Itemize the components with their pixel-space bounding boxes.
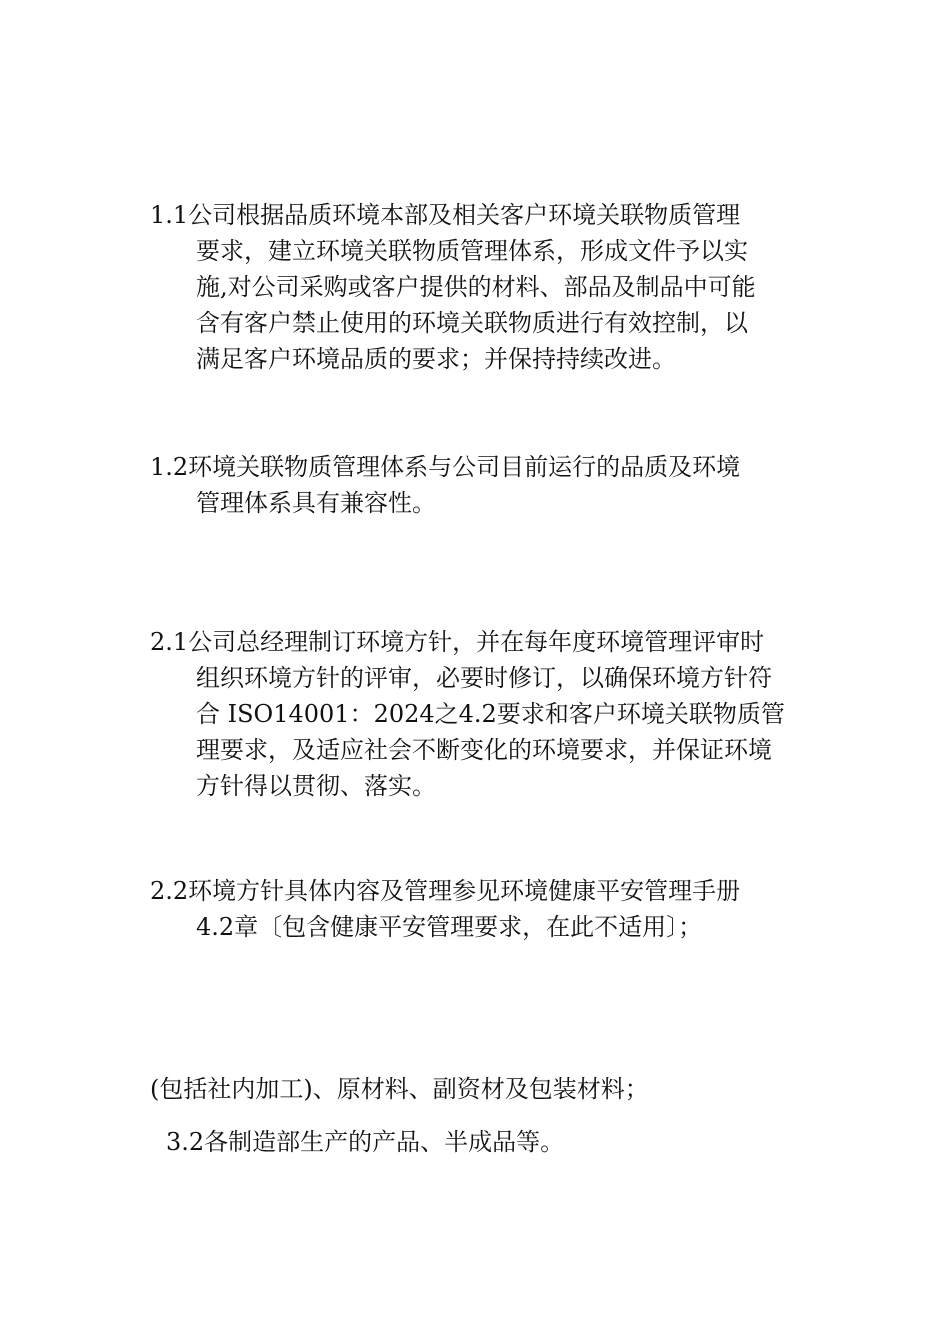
text-line: (包括社内加工)、原材料、副资材及包装材料； bbox=[150, 1075, 649, 1103]
text-line: 含有客户禁止使用的环境关联物质进行有效控制，以 bbox=[196, 309, 748, 337]
text-line: 施,对公司采购或客户提供的材料、部品及制品中可能 bbox=[196, 273, 756, 301]
text-line: 满足客户环境品质的要求；并保持持续改进。 bbox=[196, 345, 676, 373]
paragraph-3-2 bbox=[166, 1124, 836, 1160]
text-line: 理要求，及适应社会不断变化的环境要求，并保证环境 bbox=[196, 736, 772, 764]
text-line: 方针得以贯彻、落实。 bbox=[196, 772, 436, 800]
paragraph-2-2 bbox=[150, 873, 820, 945]
text-line: 1.2环境关联物质管理体系与公司目前运行的品质及环境 bbox=[150, 453, 741, 481]
text-line: 合 ISO14001：2024之4.2要求和客户环境关联物质管 bbox=[196, 700, 785, 728]
text-line: 2.2环境方针具体内容及管理参见环境健康平安管理手册 bbox=[150, 877, 741, 905]
paragraph-2-1 bbox=[150, 624, 820, 804]
text-line: 2.1公司总经理制订环境方针，并在每年度环境管理评审时 bbox=[150, 628, 765, 656]
paragraph-3-1 bbox=[150, 1071, 820, 1107]
text-line: 3.2各制造部生产的产品、半成品等。 bbox=[166, 1128, 565, 1156]
paragraph-1-1 bbox=[150, 197, 820, 377]
paragraph-1-2 bbox=[150, 449, 820, 521]
text-line: 组织环境方针的评审，必要时修订，以确保环境方针符 bbox=[196, 664, 772, 692]
text-line: 1.1公司根据品质环境本部及相关客户环境关联物质管理 bbox=[150, 201, 741, 229]
text-line: 4.2章〔包含健康平安管理要求，在此不适用〕； bbox=[196, 913, 703, 941]
text-line: 管理体系具有兼容性。 bbox=[196, 489, 436, 517]
text-line: 要求，建立环境关联物质管理体系，形成文件予以实 bbox=[196, 237, 748, 265]
